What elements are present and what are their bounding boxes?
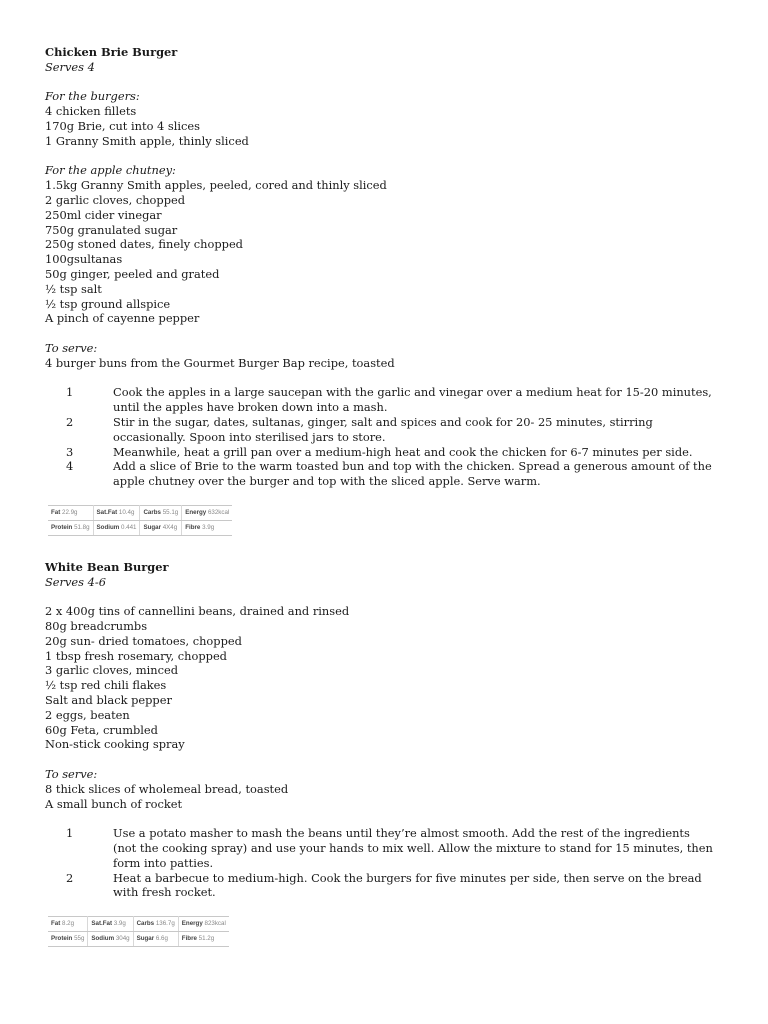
nutrition-cell: Fat 22.9g (48, 505, 93, 520)
ingredient-line: 50g ginger, peeled and grated (45, 266, 220, 281)
ingredient-line: 750g granulated sugar (45, 222, 178, 237)
ingredient-line: 1.5kg Granny Smith apples, peeled, cored and thinly sliced (45, 178, 387, 193)
method-steps (45, 385, 725, 489)
ingredient-line: 250ml cider vinegar (45, 207, 162, 222)
step-number: 4 (66, 459, 74, 474)
recipe-title: White Bean Burger (45, 559, 169, 574)
ingredient-line: 1 Granny Smith apple, thinly sliced (45, 133, 249, 148)
method-step (45, 459, 725, 489)
ingredient-line: 4 chicken fillets (45, 104, 137, 119)
nutrition-cell: Sat.Fat 3.9g (88, 917, 133, 932)
ingredient-line: 170g Brie, cut into 4 slices (45, 118, 201, 133)
section-heading-burgers: For the burgers: (45, 89, 140, 104)
ingredient-line: 20g sun- dried tomatoes, chopped (45, 633, 242, 648)
nutrition-cell: Protein 51.8g (48, 520, 93, 535)
ingredient-line: 3 garlic cloves, minced (45, 663, 179, 678)
nutrition-table (48, 505, 232, 536)
step-text: Heat a barbecue to medium-high. Cook the burgers for five minutes per side, then serve on the bread with fresh rocket. (113, 870, 702, 900)
nutrition-cell: Sugar 6.6g (133, 932, 178, 947)
ingredient-line: 2 garlic cloves, chopped (45, 192, 186, 207)
method-step (45, 826, 725, 870)
nutrition-cell: Sodium 0.441 (93, 520, 140, 535)
ingredient-line: 1 tbsp fresh rosemary, chopped (45, 648, 227, 663)
step-text: Add a slice of Brie to the warm toasted bun and top with the chicken. Spread a generous amount of the apple chutney over the burger and top with the sliced apple. Serve warm. (113, 459, 712, 489)
nutrition-cell: Fat 8.2g (48, 917, 88, 932)
ingredient-line: 8 thick slices of wholemeal bread, toasted (45, 781, 289, 796)
nutrition-row (48, 520, 232, 535)
ingredient-line: 2 eggs, beaten (45, 707, 130, 722)
ingredient-line: ½ tsp ground allspice (45, 296, 171, 311)
recipe-document (45, 45, 725, 947)
ingredient-line: ½ tsp red chili flakes (45, 678, 167, 693)
step-number: 1 (66, 385, 74, 400)
nutrition-cell: Fibre 51.2g (178, 932, 229, 947)
nutrition-cell: Carbs 136.7g (133, 917, 178, 932)
ingredient-line: 80g breadcrumbs (45, 619, 148, 634)
ingredient-line: 4 burger buns from the Gourmet Burger Bap recipe, toasted (45, 355, 395, 370)
recipe-title: Chicken Brie Burger (45, 45, 178, 59)
ingredient-line: 250g stoned dates, finely chopped (45, 237, 243, 252)
ingredient-line: 60g Feta, crumbled (45, 722, 158, 737)
step-text: Use a potato masher to mash the beans until they’re almost smooth. Add the rest of the ingredients (not the cooking spray) and use your hands to mix well. Allow the mixture to stand for 15 minutes, then form into patties. (113, 826, 713, 870)
ingredient-line: Non-stick cooking spray (45, 737, 185, 752)
nutrition-cell: Energy 632kcal (182, 505, 233, 520)
nutrition-row (48, 505, 232, 520)
step-text: Cook the apples in a large saucepan with the garlic and vinegar over a medium heat for 15-20 minutes, until the apples have broken down into a mash. (113, 385, 712, 415)
method-step (45, 445, 725, 460)
ingredient-line: Salt and black pepper (45, 693, 172, 708)
serves-text: Serves 4 (45, 59, 95, 74)
ingredient-line: 100gsultanas (45, 252, 123, 267)
step-number: 2 (66, 870, 74, 885)
nutrition-cell: Energy 823kcal (178, 917, 229, 932)
nutrition-cell: Sodium 304g (88, 932, 133, 947)
nutrition-row (48, 917, 229, 932)
nutrition-cell: Sat.Fat 10.4g (93, 505, 140, 520)
ingredient-line: 2 x 400g tins of cannellini beans, drained and rinsed (45, 604, 350, 619)
step-number: 3 (66, 444, 74, 459)
method-steps (45, 826, 725, 900)
step-text: Stir in the sugar, dates, sultanas, ginger, salt and spices and cook for 20- 25 minutes, stirring occasionally. Spoon into sterilised jars to store. (113, 414, 653, 444)
method-step (45, 871, 725, 901)
section-heading-serve: To serve: (45, 767, 98, 782)
step-text: Meanwhile, heat a grill pan over a medium-high heat and cook the chicken for 6-7 minutes per side. (113, 444, 693, 459)
section-heading-serve: To serve: (45, 340, 98, 355)
step-number: 1 (66, 826, 74, 841)
serves-text: Serves 4-6 (45, 574, 106, 589)
nutrition-cell: Fibre 3.9g (182, 520, 233, 535)
nutrition-cell: Protein 55g (48, 932, 88, 947)
nutrition-row (48, 932, 229, 947)
nutrition-cell: Carbs 55.1g (140, 505, 182, 520)
section-heading-chutney: For the apple chutney: (45, 163, 176, 178)
step-number: 2 (66, 414, 74, 429)
nutrition-table (48, 916, 229, 947)
nutrition-cell: Sugar 4X4g (140, 520, 182, 535)
method-step (45, 385, 725, 415)
method-step (45, 415, 725, 445)
ingredient-line: A small bunch of rocket (45, 796, 183, 811)
ingredient-line: ½ tsp salt (45, 281, 102, 296)
ingredient-line: A pinch of cayenne pepper (45, 311, 200, 326)
